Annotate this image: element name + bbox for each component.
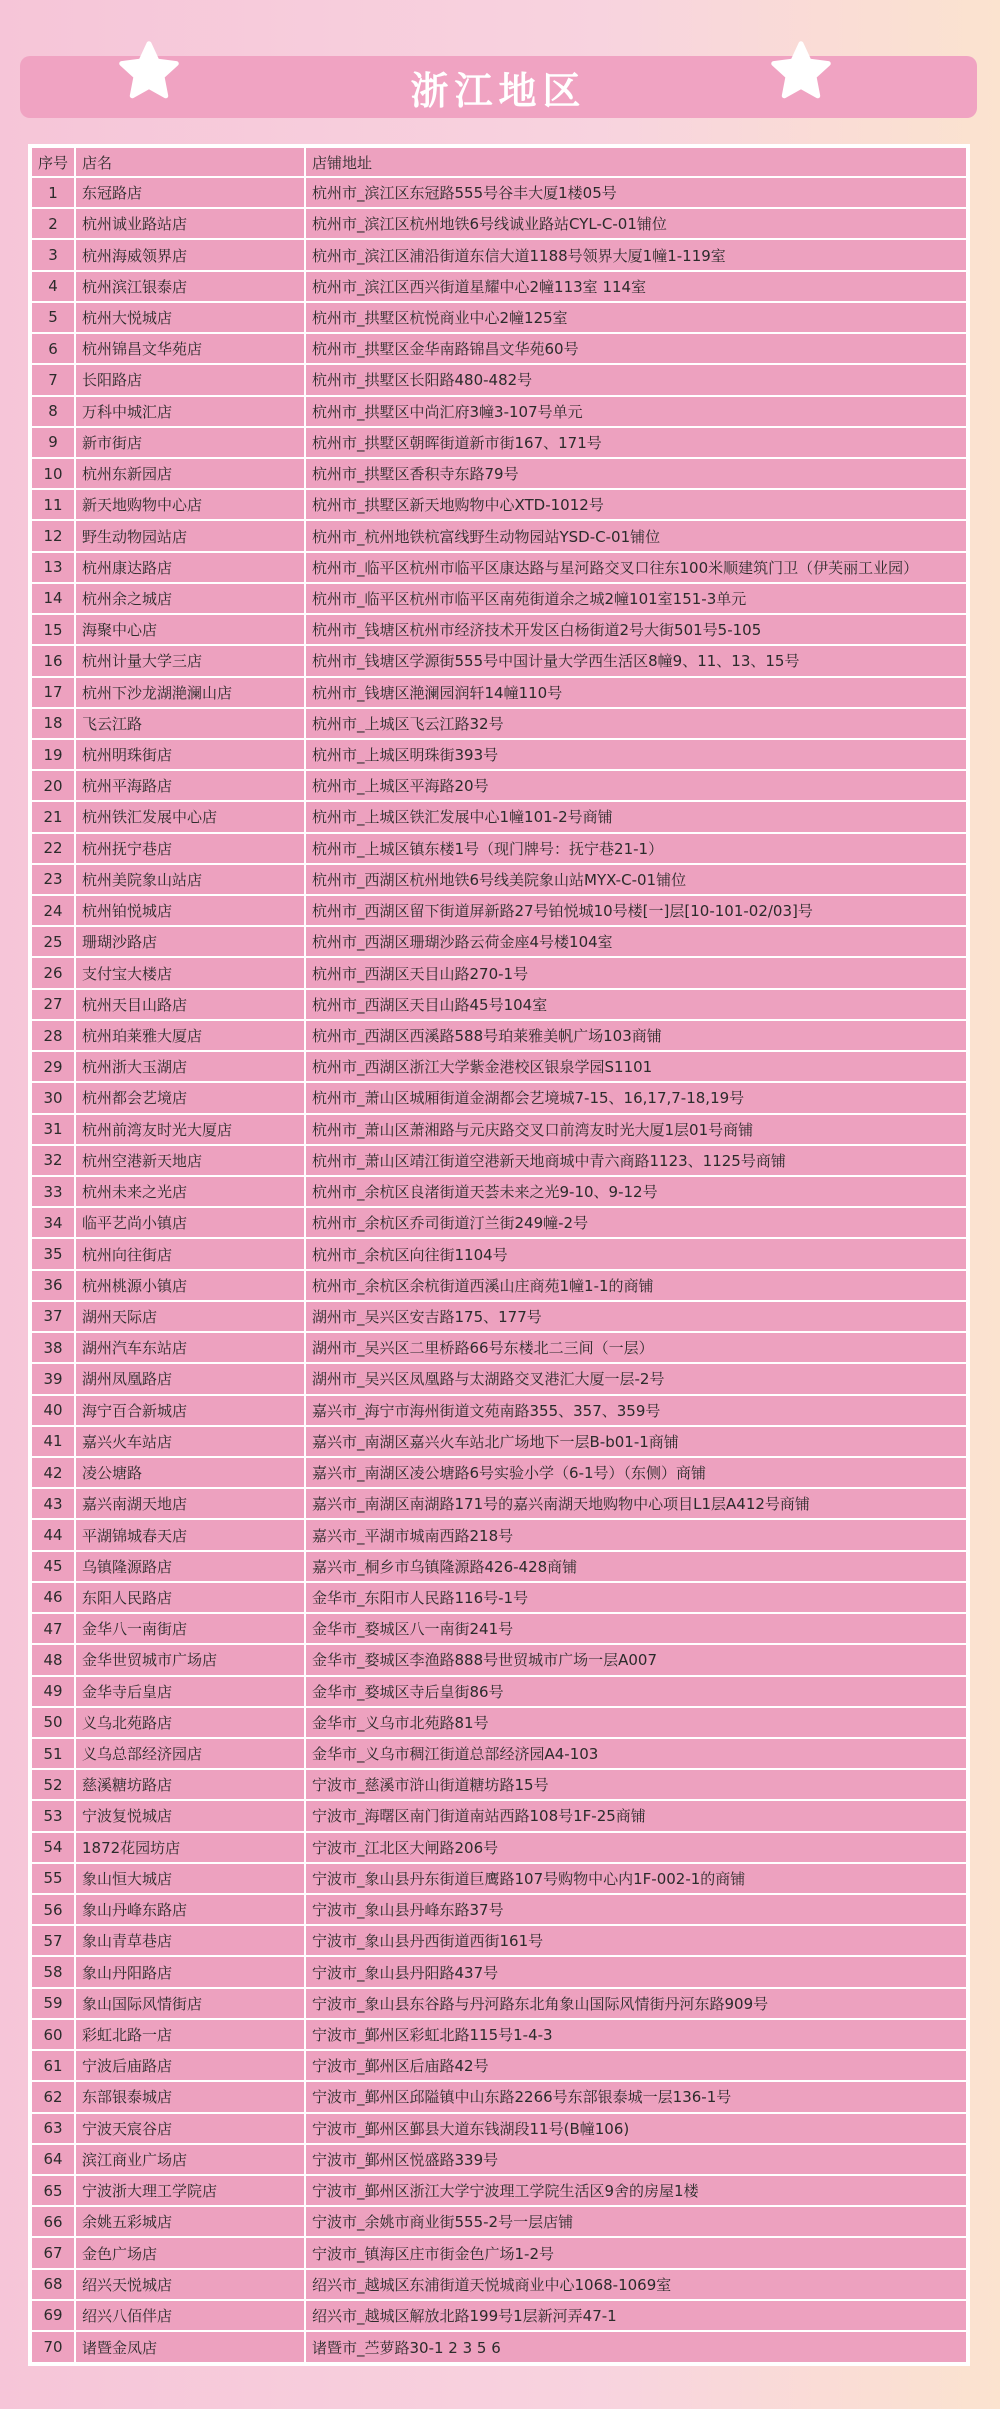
row-store-address: 嘉兴市_海宁市海州街道文苑南路355、357、359号 xyxy=(306,1396,966,1425)
row-store-name: 杭州前湾友时光大厦店 xyxy=(76,1115,304,1144)
row-index: 16 xyxy=(32,646,74,675)
table-row xyxy=(32,1302,966,1331)
row-store-name: 嘉兴火车站店 xyxy=(76,1427,304,1456)
row-store-address: 金华市_东阳市人民路116号-1号 xyxy=(306,1583,966,1612)
row-store-name: 金华八一南街店 xyxy=(76,1614,304,1643)
row-store-address: 杭州市_西湖区西溪路588号珀莱雅美帆广场103商铺 xyxy=(306,1021,966,1050)
table-header-row xyxy=(32,148,966,176)
table-row xyxy=(32,1926,966,1955)
row-index: 22 xyxy=(32,834,74,863)
row-index: 28 xyxy=(32,1021,74,1050)
row-index: 56 xyxy=(32,1895,74,1924)
row-store-name: 宁波后庙路店 xyxy=(76,2051,304,2080)
row-index: 32 xyxy=(32,1146,74,1175)
row-store-address: 金华市_婺城区李渔路888号世贸城市广场一层A007 xyxy=(306,1645,966,1674)
row-store-address: 杭州市_钱塘区杭州市经济技术开发区白杨街道2号大街501号5-105 xyxy=(306,615,966,644)
row-store-address: 杭州市_西湖区留下街道屏新路27号铂悦城10号楼[一]层[10-101-02/03]号 xyxy=(306,896,966,925)
table-row xyxy=(32,1957,966,1986)
table-row xyxy=(32,2207,966,2236)
table-body xyxy=(32,178,966,2362)
row-store-name: 杭州向往街店 xyxy=(76,1239,304,1268)
table-row xyxy=(32,1239,966,1268)
star-icon xyxy=(118,40,180,102)
table-row xyxy=(32,1396,966,1425)
table-row xyxy=(32,1770,966,1799)
row-store-name: 湖州汽车东站店 xyxy=(76,1333,304,1362)
table-row xyxy=(32,2238,966,2267)
row-index: 33 xyxy=(32,1177,74,1206)
row-index: 4 xyxy=(32,272,74,301)
row-store-address: 宁波市_象山县丹阳路437号 xyxy=(306,1957,966,1986)
row-store-address: 杭州市_临平区杭州市临平区南苑街道余之城2幢101室151-3单元 xyxy=(306,584,966,613)
row-store-name: 杭州大悦城店 xyxy=(76,303,304,332)
row-store-name: 金华寺后皇店 xyxy=(76,1677,304,1706)
row-index: 44 xyxy=(32,1520,74,1549)
row-index: 46 xyxy=(32,1583,74,1612)
table-row xyxy=(32,209,966,238)
row-store-name: 野生动物园站店 xyxy=(76,521,304,550)
row-store-name: 杭州铂悦城店 xyxy=(76,896,304,925)
table-row xyxy=(32,1364,966,1393)
row-store-address: 杭州市_上城区明珠街393号 xyxy=(306,740,966,769)
table-row xyxy=(32,334,966,363)
row-index: 24 xyxy=(32,896,74,925)
row-index: 66 xyxy=(32,2207,74,2236)
table-row xyxy=(32,553,966,582)
row-store-address: 金华市_义乌市稠江街道总部经济园A4-103 xyxy=(306,1739,966,1768)
row-store-address: 湖州市_吴兴区凤凰路与太湖路交叉港汇大厦一层-2号 xyxy=(306,1364,966,1393)
row-store-address: 杭州市_滨江区东冠路555号谷丰大厦1楼05号 xyxy=(306,178,966,207)
table-row xyxy=(32,397,966,426)
table-row xyxy=(32,365,966,394)
row-index: 26 xyxy=(32,958,74,987)
row-store-name: 宁波天宸谷店 xyxy=(76,2114,304,2143)
row-store-address: 宁波市_象山县丹东街道巨鹰路107号购物中心内1F-002-1的商铺 xyxy=(306,1864,966,1893)
table-row xyxy=(32,272,966,301)
table-row xyxy=(32,1583,966,1612)
row-store-name: 东阳人民路店 xyxy=(76,1583,304,1612)
row-store-address: 杭州市_拱墅区朝晖街道新市街167、171号 xyxy=(306,428,966,457)
row-store-address: 杭州市_临平区杭州市临平区康达路与星河路交叉口往东100米顺建筑门卫（伊芙丽工业园） xyxy=(306,553,966,582)
row-index: 30 xyxy=(32,1083,74,1112)
table-row xyxy=(32,1021,966,1050)
star-icon xyxy=(770,40,832,102)
row-index: 70 xyxy=(32,2332,74,2362)
row-index: 64 xyxy=(32,2145,74,2174)
row-index: 11 xyxy=(32,490,74,519)
table-row xyxy=(32,678,966,707)
row-store-name: 金色广场店 xyxy=(76,2238,304,2267)
row-index: 15 xyxy=(32,615,74,644)
table-row xyxy=(32,2082,966,2111)
table-row xyxy=(32,646,966,675)
table-row xyxy=(32,240,966,269)
row-store-address: 杭州市_拱墅区中尚汇府3幢3-107号单元 xyxy=(306,397,966,426)
row-store-name: 杭州铁汇发展中心店 xyxy=(76,802,304,831)
table-row xyxy=(32,1739,966,1768)
row-index: 51 xyxy=(32,1739,74,1768)
table-row xyxy=(32,1677,966,1706)
row-store-name: 凌公塘路 xyxy=(76,1458,304,1487)
table-row xyxy=(32,1083,966,1112)
row-store-name: 新天地购物中心店 xyxy=(76,490,304,519)
row-store-address: 嘉兴市_南湖区嘉兴火车站北广场地下一层B-b01-1商铺 xyxy=(306,1427,966,1456)
table-row xyxy=(32,896,966,925)
table-row xyxy=(32,1864,966,1893)
row-store-name: 滨江商业广场店 xyxy=(76,2145,304,2174)
row-index: 37 xyxy=(32,1302,74,1331)
table-row xyxy=(32,2020,966,2049)
row-store-address: 宁波市_慈溪市浒山街道糖坊路15号 xyxy=(306,1770,966,1799)
row-index: 3 xyxy=(32,240,74,269)
row-index: 35 xyxy=(32,1239,74,1268)
table-row xyxy=(32,1458,966,1487)
row-store-address: 宁波市_江北区大闸路206号 xyxy=(306,1833,966,1862)
row-store-address: 杭州市_余杭区乔司街道汀兰街249幢-2号 xyxy=(306,1208,966,1237)
row-store-address: 湖州市_吴兴区二里桥路66号东楼北二三间（一层） xyxy=(306,1333,966,1362)
row-store-name: 杭州浙大玉湖店 xyxy=(76,1052,304,1081)
header-index: 序号 xyxy=(32,148,74,176)
table-row xyxy=(32,2114,966,2143)
row-index: 54 xyxy=(32,1833,74,1862)
row-store-name: 义乌北苑路店 xyxy=(76,1708,304,1737)
table-row xyxy=(32,178,966,207)
header-store-name: 店名 xyxy=(76,148,304,176)
table-row xyxy=(32,1115,966,1144)
row-store-address: 杭州市_滨江区杭州地铁6号线诚业路站CYL-C-01铺位 xyxy=(306,209,966,238)
row-index: 36 xyxy=(32,1271,74,1300)
table-row xyxy=(32,990,966,1019)
table-row xyxy=(32,615,966,644)
row-store-name: 湖州凤凰路店 xyxy=(76,1364,304,1393)
row-index: 58 xyxy=(32,1957,74,1986)
row-store-address: 嘉兴市_平湖市城南西路218号 xyxy=(306,1520,966,1549)
table-row xyxy=(32,771,966,800)
table-row xyxy=(32,584,966,613)
row-index: 34 xyxy=(32,1208,74,1237)
row-index: 62 xyxy=(32,2082,74,2111)
row-store-address: 杭州市_拱墅区新天地购物中心XTD-1012号 xyxy=(306,490,966,519)
row-store-name: 海聚中心店 xyxy=(76,615,304,644)
row-store-address: 宁波市_鄞州区悦盛路339号 xyxy=(306,2145,966,2174)
table-row xyxy=(32,1052,966,1081)
row-store-name: 诸暨金凤店 xyxy=(76,2332,304,2362)
row-store-name: 杭州平海路店 xyxy=(76,771,304,800)
row-store-address: 嘉兴市_桐乡市乌镇隆源路426-428商铺 xyxy=(306,1552,966,1581)
row-store-address: 宁波市_鄞州区浙江大学宁波理工学院生活区9舍的房屋1楼 xyxy=(306,2176,966,2205)
row-store-address: 杭州市_杭州地铁杭富线野生动物园站YSD-C-01铺位 xyxy=(306,521,966,550)
row-store-name: 象山国际风情街店 xyxy=(76,1989,304,2018)
table-row xyxy=(32,428,966,457)
row-store-name: 杭州珀莱雅大厦店 xyxy=(76,1021,304,1050)
row-store-address: 杭州市_上城区铁汇发展中心1幢101-2号商铺 xyxy=(306,802,966,831)
row-store-name: 支付宝大楼店 xyxy=(76,958,304,987)
row-store-name: 湖州天际店 xyxy=(76,1302,304,1331)
row-store-address: 杭州市_萧山区靖江街道空港新天地商城中青六商路1123、1125号商铺 xyxy=(306,1146,966,1175)
table-row xyxy=(32,521,966,550)
row-store-name: 杭州都会艺境店 xyxy=(76,1083,304,1112)
row-store-name: 宁波浙大理工学院店 xyxy=(76,2176,304,2205)
row-store-address: 杭州市_拱墅区杭悦商业中心2幢125室 xyxy=(306,303,966,332)
table-row xyxy=(32,2332,966,2362)
table-row xyxy=(32,1552,966,1581)
table-row xyxy=(32,2176,966,2205)
page-title: 浙江地区 xyxy=(410,68,587,113)
row-store-address: 金华市_婺城区八一南街241号 xyxy=(306,1614,966,1643)
table-row xyxy=(32,1489,966,1518)
row-store-name: 嘉兴南湖天地店 xyxy=(76,1489,304,1518)
row-store-name: 东冠路店 xyxy=(76,178,304,207)
row-index: 5 xyxy=(32,303,74,332)
store-table-container xyxy=(28,144,970,2366)
row-store-name: 杭州诚业路站店 xyxy=(76,209,304,238)
row-store-name: 万科中城汇店 xyxy=(76,397,304,426)
row-store-address: 宁波市_余姚市商业街555-2号一层店铺 xyxy=(306,2207,966,2236)
row-index: 68 xyxy=(32,2270,74,2299)
row-store-address: 杭州市_萧山区萧湘路与元庆路交叉口前湾友时光大厦1层01号商铺 xyxy=(306,1115,966,1144)
table-row xyxy=(32,1520,966,1549)
row-store-address: 杭州市_拱墅区金华南路锦昌文华苑60号 xyxy=(306,334,966,363)
row-store-name: 绍兴八佰伴店 xyxy=(76,2301,304,2330)
row-index: 13 xyxy=(32,553,74,582)
row-store-name: 新市街店 xyxy=(76,428,304,457)
table-row xyxy=(32,490,966,519)
row-index: 20 xyxy=(32,771,74,800)
row-index: 41 xyxy=(32,1427,74,1456)
table-row xyxy=(32,1614,966,1643)
row-store-address: 杭州市_西湖区杭州地铁6号线美院象山站MYX-C-01铺位 xyxy=(306,865,966,894)
row-index: 6 xyxy=(32,334,74,363)
row-store-name: 杭州抚宁巷店 xyxy=(76,834,304,863)
row-index: 31 xyxy=(32,1115,74,1144)
row-store-address: 杭州市_拱墅区长阳路480-482号 xyxy=(306,365,966,394)
row-store-address: 宁波市_象山县东谷路与丹河路东北角象山国际风情街丹河东路909号 xyxy=(306,1989,966,2018)
row-index: 57 xyxy=(32,1926,74,1955)
row-store-name: 杭州计量大学三店 xyxy=(76,646,304,675)
row-index: 63 xyxy=(32,2114,74,2143)
row-store-name: 绍兴天悦城店 xyxy=(76,2270,304,2299)
table-row xyxy=(32,1801,966,1830)
row-store-address: 杭州市_钱塘区学源街555号中国计量大学西生活区8幢9、11、13、15号 xyxy=(306,646,966,675)
row-store-address: 杭州市_上城区平海路20号 xyxy=(306,771,966,800)
row-store-name: 杭州东新园店 xyxy=(76,459,304,488)
table-row xyxy=(32,1645,966,1674)
row-store-address: 杭州市_萧山区城厢街道金湖都会艺境城7-15、16,17,7-18,19号 xyxy=(306,1083,966,1112)
row-index: 42 xyxy=(32,1458,74,1487)
header-store-address: 店铺地址 xyxy=(306,148,966,176)
row-index: 47 xyxy=(32,1614,74,1643)
row-store-name: 1872花园坊店 xyxy=(76,1833,304,1862)
row-store-address: 杭州市_上城区镇东楼1号（现门牌号：抚宁巷21-1） xyxy=(306,834,966,863)
table-row xyxy=(32,1333,966,1362)
row-index: 25 xyxy=(32,927,74,956)
row-store-address: 杭州市_拱墅区香积寺东路79号 xyxy=(306,459,966,488)
row-store-address: 金华市_婺城区寺后皇街86号 xyxy=(306,1677,966,1706)
row-store-name: 余姚五彩城店 xyxy=(76,2207,304,2236)
table-row xyxy=(32,709,966,738)
row-store-address: 绍兴市_越城区解放北路199号1层新河弄47-1 xyxy=(306,2301,966,2330)
row-index: 67 xyxy=(32,2238,74,2267)
row-index: 8 xyxy=(32,397,74,426)
row-store-name: 象山青草巷店 xyxy=(76,1926,304,1955)
row-store-name: 彩虹北路一店 xyxy=(76,2020,304,2049)
row-store-name: 杭州桃源小镇店 xyxy=(76,1271,304,1300)
row-store-address: 宁波市_海曙区南门街道南站西路108号1F-25商铺 xyxy=(306,1801,966,1830)
row-store-name: 杭州滨江银泰店 xyxy=(76,272,304,301)
row-index: 61 xyxy=(32,2051,74,2080)
row-store-name: 杭州天目山路店 xyxy=(76,990,304,1019)
row-store-address: 宁波市_象山县丹西街道西街161号 xyxy=(306,1926,966,1955)
row-store-address: 杭州市_西湖区天目山路270-1号 xyxy=(306,958,966,987)
row-store-name: 乌镇隆源路店 xyxy=(76,1552,304,1581)
row-index: 59 xyxy=(32,1989,74,2018)
row-store-address: 杭州市_上城区飞云江路32号 xyxy=(306,709,966,738)
table-row xyxy=(32,802,966,831)
row-index: 10 xyxy=(32,459,74,488)
row-index: 1 xyxy=(32,178,74,207)
row-index: 23 xyxy=(32,865,74,894)
table-row xyxy=(32,1177,966,1206)
row-index: 38 xyxy=(32,1333,74,1362)
row-store-name: 杭州康达路店 xyxy=(76,553,304,582)
row-index: 48 xyxy=(32,1645,74,1674)
table-row xyxy=(32,303,966,332)
table-row xyxy=(32,1989,966,2018)
row-store-name: 东部银泰城店 xyxy=(76,2082,304,2111)
row-store-address: 杭州市_西湖区浙江大学紫金港校区银泉学园S1101 xyxy=(306,1052,966,1081)
table-row xyxy=(32,1271,966,1300)
row-store-address: 杭州市_余杭区良渚街道天荟未来之光9-10、9-12号 xyxy=(306,1177,966,1206)
row-index: 29 xyxy=(32,1052,74,1081)
row-index: 14 xyxy=(32,584,74,613)
row-store-name: 杭州美院象山站店 xyxy=(76,865,304,894)
row-index: 2 xyxy=(32,209,74,238)
row-store-address: 杭州市_西湖区天目山路45号104室 xyxy=(306,990,966,1019)
row-store-address: 宁波市_鄞州区后庙路42号 xyxy=(306,2051,966,2080)
table-row xyxy=(32,1146,966,1175)
row-store-address: 杭州市_余杭区余杭街道西溪山庄商苑1幢1-1的商铺 xyxy=(306,1271,966,1300)
row-index: 18 xyxy=(32,709,74,738)
row-store-address: 杭州市_余杭区向往街1104号 xyxy=(306,1239,966,1268)
table-row xyxy=(32,958,966,987)
row-index: 52 xyxy=(32,1770,74,1799)
table-row xyxy=(32,1833,966,1862)
row-store-name: 长阳路店 xyxy=(76,365,304,394)
row-store-name: 慈溪糖坊路店 xyxy=(76,1770,304,1799)
row-index: 27 xyxy=(32,990,74,1019)
row-store-address: 湖州市_吴兴区安吉路175、177号 xyxy=(306,1302,966,1331)
row-index: 55 xyxy=(32,1864,74,1893)
row-store-name: 义乌总部经济园店 xyxy=(76,1739,304,1768)
row-index: 40 xyxy=(32,1396,74,1425)
row-index: 39 xyxy=(32,1364,74,1393)
row-store-name: 象山丹阳路店 xyxy=(76,1957,304,1986)
table-row xyxy=(32,927,966,956)
row-store-name: 杭州锦昌文华苑店 xyxy=(76,334,304,363)
row-store-address: 宁波市_鄞州区彩虹北路115号1-4-3 xyxy=(306,2020,966,2049)
row-store-address: 宁波市_鄞州区邱隘镇中山东路2266号东部银泰城一层136-1号 xyxy=(306,2082,966,2111)
row-store-name: 象山丹峰东路店 xyxy=(76,1895,304,1924)
table-row xyxy=(32,740,966,769)
row-index: 9 xyxy=(32,428,74,457)
row-store-name: 临平艺尚小镇店 xyxy=(76,1208,304,1237)
row-store-address: 宁波市_鄞州区鄞县大道东钱湖段11号(B幢106) xyxy=(306,2114,966,2143)
row-index: 12 xyxy=(32,521,74,550)
row-store-name: 海宁百合新城店 xyxy=(76,1396,304,1425)
table-row xyxy=(32,2051,966,2080)
store-table xyxy=(30,146,968,2364)
row-index: 45 xyxy=(32,1552,74,1581)
table-row xyxy=(32,834,966,863)
table-row xyxy=(32,2270,966,2299)
table-row xyxy=(32,865,966,894)
row-store-name: 杭州明珠街店 xyxy=(76,740,304,769)
row-index: 60 xyxy=(32,2020,74,2049)
row-store-name: 杭州海威领界店 xyxy=(76,240,304,269)
row-store-name: 平湖锦城春天店 xyxy=(76,1520,304,1549)
row-store-address: 杭州市_钱塘区滟澜园润轩14幢110号 xyxy=(306,678,966,707)
table-row xyxy=(32,2145,966,2174)
row-store-address: 嘉兴市_南湖区南湖路171号的嘉兴南湖天地购物中心项目L1层A412号商铺 xyxy=(306,1489,966,1518)
row-store-address: 宁波市_象山县丹峰东路37号 xyxy=(306,1895,966,1924)
row-index: 65 xyxy=(32,2176,74,2205)
row-index: 43 xyxy=(32,1489,74,1518)
row-store-name: 杭州余之城店 xyxy=(76,584,304,613)
row-index: 50 xyxy=(32,1708,74,1737)
row-store-address: 嘉兴市_南湖区凌公塘路6号实验小学（6-1号）（东侧）商铺 xyxy=(306,1458,966,1487)
table-row xyxy=(32,459,966,488)
row-index: 69 xyxy=(32,2301,74,2330)
row-store-address: 杭州市_滨江区西兴街道星耀中心2幢113室 114室 xyxy=(306,272,966,301)
row-store-address: 绍兴市_越城区东浦街道天悦城商业中心1068-1069室 xyxy=(306,2270,966,2299)
row-store-address: 诸暨市_苎萝路30-1 2 3 5 6 xyxy=(306,2332,966,2362)
row-store-name: 珊瑚沙路店 xyxy=(76,927,304,956)
row-index: 7 xyxy=(32,365,74,394)
row-index: 17 xyxy=(32,678,74,707)
table-row xyxy=(32,1895,966,1924)
row-index: 53 xyxy=(32,1801,74,1830)
row-store-name: 杭州空港新天地店 xyxy=(76,1146,304,1175)
row-store-address: 宁波市_镇海区庄市街金色广场1-2号 xyxy=(306,2238,966,2267)
table-row xyxy=(32,1427,966,1456)
row-store-name: 象山恒大城店 xyxy=(76,1864,304,1893)
row-index: 19 xyxy=(32,740,74,769)
row-store-address: 金华市_义乌市北苑路81号 xyxy=(306,1708,966,1737)
row-store-name: 杭州未来之光店 xyxy=(76,1177,304,1206)
table-row xyxy=(32,1208,966,1237)
row-store-name: 金华世贸城市广场店 xyxy=(76,1645,304,1674)
row-index: 21 xyxy=(32,802,74,831)
row-store-name: 宁波复悦城店 xyxy=(76,1801,304,1830)
row-index: 49 xyxy=(32,1677,74,1706)
row-store-address: 杭州市_滨江区浦沿街道东信大道1188号领界大厦1幢1-119室 xyxy=(306,240,966,269)
row-store-name: 飞云江路 xyxy=(76,709,304,738)
table-row xyxy=(32,1708,966,1737)
table-row xyxy=(32,2301,966,2330)
row-store-address: 杭州市_西湖区珊瑚沙路云荷金座4号楼104室 xyxy=(306,927,966,956)
row-store-name: 杭州下沙龙湖滟澜山店 xyxy=(76,678,304,707)
